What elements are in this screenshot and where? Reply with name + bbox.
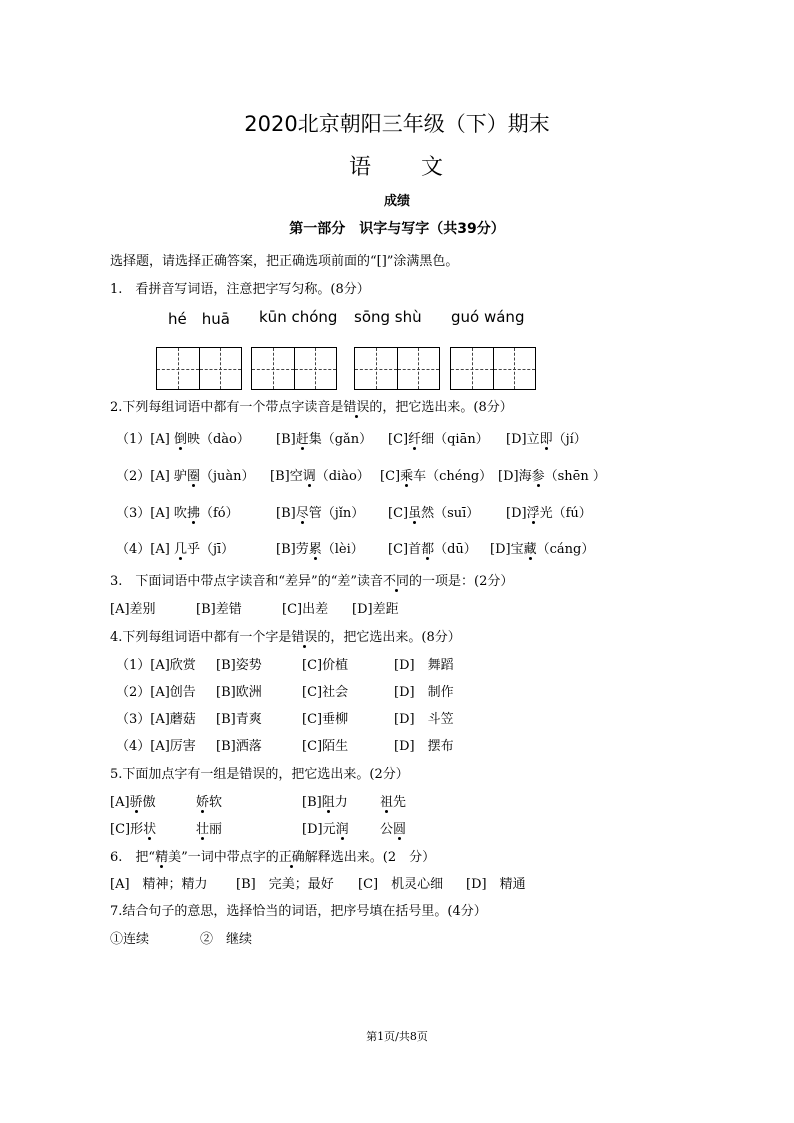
subject-title: 语 文 <box>348 155 445 180</box>
q2-3-d: [D]浮光（fú） <box>506 502 592 521</box>
page-footer: 第1页/共8页 <box>366 1030 428 1043</box>
q4-row-2-a[interactable]: （2）[A]创告 <box>116 685 196 700</box>
q6-option-d[interactable]: [D] 精通 <box>466 877 526 892</box>
q7-option-2: ② 继续 <box>200 932 253 947</box>
q3-option-d[interactable]: [D]差距 <box>352 602 399 617</box>
q4-row-1-b[interactable]: [B]姿势 <box>216 658 262 673</box>
q6-option-c[interactable]: [C] 机灵心细 <box>358 877 444 892</box>
q5-stem: 5.下面加点字有一组是错误的，把它选出来。(2分） <box>110 767 409 782</box>
q2-stem: 2.下列每组词语中都有一个带点字读音是错误的，把它选出来。(8分） <box>110 396 513 415</box>
q2-row-2: （2）[A] 驴圈（juàn） <box>116 465 254 484</box>
q4-row-1-a[interactable]: （1）[A]欣赏 <box>116 658 196 673</box>
q1-pinyin-3: sōng shù <box>354 308 422 326</box>
q5-option-d2: 公圆 <box>380 818 406 837</box>
q2-3-b: [B]尽管（jǐn） <box>276 502 364 521</box>
q6-option-a[interactable]: [A] 精神；精力 <box>110 877 208 892</box>
q7-option-1: ①连续 <box>110 932 150 947</box>
q2-4-c: [C]首都（dū） <box>388 538 477 557</box>
q5-option-c1[interactable]: [C]形状 <box>110 818 156 837</box>
q2-1-b: [B]赶集（gǎn） <box>276 428 372 447</box>
writing-grid-2[interactable] <box>251 347 337 390</box>
q6-option-b[interactable]: [B] 完美；最好 <box>236 877 334 892</box>
q6-stem: 6. 把“精美”一词中带点字的正确解释选出来。(2 分） <box>110 846 435 865</box>
q4-row-4-d[interactable]: [D] 摆布 <box>394 739 454 754</box>
q4-row-2-c[interactable]: [C]社会 <box>302 685 349 700</box>
instruction: 选择题，请选择正确答案，把正确选项前面的“[]”涂满黑色。 <box>110 254 459 269</box>
q1-pinyin-2: kūn chóng <box>259 308 338 326</box>
score-label: 成绩 <box>383 194 410 209</box>
q5-option-a1[interactable]: [A]骄傲 <box>110 791 156 810</box>
q2-4-d: [D]宝藏（cáng） <box>490 538 594 557</box>
q5-option-b1[interactable]: [B]阻力 <box>302 791 348 810</box>
q5-option-d1[interactable]: [D]元润 <box>302 818 349 837</box>
writing-grid-4[interactable] <box>450 347 536 390</box>
q4-row-3-d[interactable]: [D] 斗笠 <box>394 712 454 727</box>
q4-row-2-b[interactable]: [B]欧洲 <box>216 685 262 700</box>
q4-row-4-a[interactable]: （4）[A]厉害 <box>116 739 196 754</box>
q4-row-3-a[interactable]: （3）[A]蘑菇 <box>116 712 196 727</box>
q4-row-3-b[interactable]: [B]青爽 <box>216 712 262 727</box>
part-title: 第一部分 识字与写字（共39分） <box>289 221 505 237</box>
q5-option-a2: 娇软 <box>196 791 222 810</box>
q7-stem: 7.结合句子的意思，选择恰当的词语，把序号填在括号里。(4分） <box>110 904 487 919</box>
q2-3-c: [C]虽然（suī） <box>388 502 479 521</box>
q2-row-3: （3）[A] 吹拂（fó） <box>116 502 239 521</box>
q5-option-c2: 壮丽 <box>196 818 222 837</box>
q3-option-c[interactable]: [C]出差 <box>282 602 329 617</box>
q5-option-b2: 祖先 <box>380 791 406 810</box>
writing-grid-1[interactable] <box>156 347 242 390</box>
exam-title: 2020北京朝阳三年级（下）期末 <box>244 112 550 136</box>
q2-1-c: [C]纤细（qiān） <box>388 428 489 447</box>
q2-row-1: （1）[A] 倒映（dào） <box>116 428 250 447</box>
q4-row-3-c[interactable]: [C]垂柳 <box>302 712 349 727</box>
q2-2-d: [D]海参（shēn ） <box>498 465 606 484</box>
q1-pinyin-1: hé huā <box>168 310 230 328</box>
q4-row-4-c[interactable]: [C]陌生 <box>302 739 349 754</box>
q3-stem: 3. 下面词语中带点字读音和“差异”的“差”读音不同的一项是：(2分） <box>110 570 513 589</box>
q2-4-b: [B]劳累（lèi） <box>276 538 364 557</box>
q4-stem: 4.下列每组词语中都有一个字是错误的，把它选出来。(8分） <box>110 626 461 645</box>
writing-grid-3[interactable] <box>354 347 440 390</box>
q1-stem: 1. 看拼音写词语，注意把字写匀称。(8分） <box>110 282 370 297</box>
q4-row-4-b[interactable]: [B]洒落 <box>216 739 262 754</box>
q2-2-b: [B]空调（diào） <box>270 465 370 484</box>
q4-row-1-c[interactable]: [C]价植 <box>302 658 349 673</box>
q4-row-2-d[interactable]: [D] 制作 <box>394 685 454 700</box>
q4-row-1-d[interactable]: [D] 舞蹈 <box>394 658 454 673</box>
q2-1-d: [D]立即（jí） <box>506 428 587 447</box>
q1-pinyin-4: guó wáng <box>451 308 525 326</box>
q2-row-4: （4）[A] 几乎（jī） <box>116 538 234 557</box>
q2-2-c: [C]乘车（chéng） <box>380 465 492 484</box>
q3-option-a[interactable]: [A]差别 <box>110 602 156 617</box>
q3-option-b[interactable]: [B]差错 <box>196 602 242 617</box>
